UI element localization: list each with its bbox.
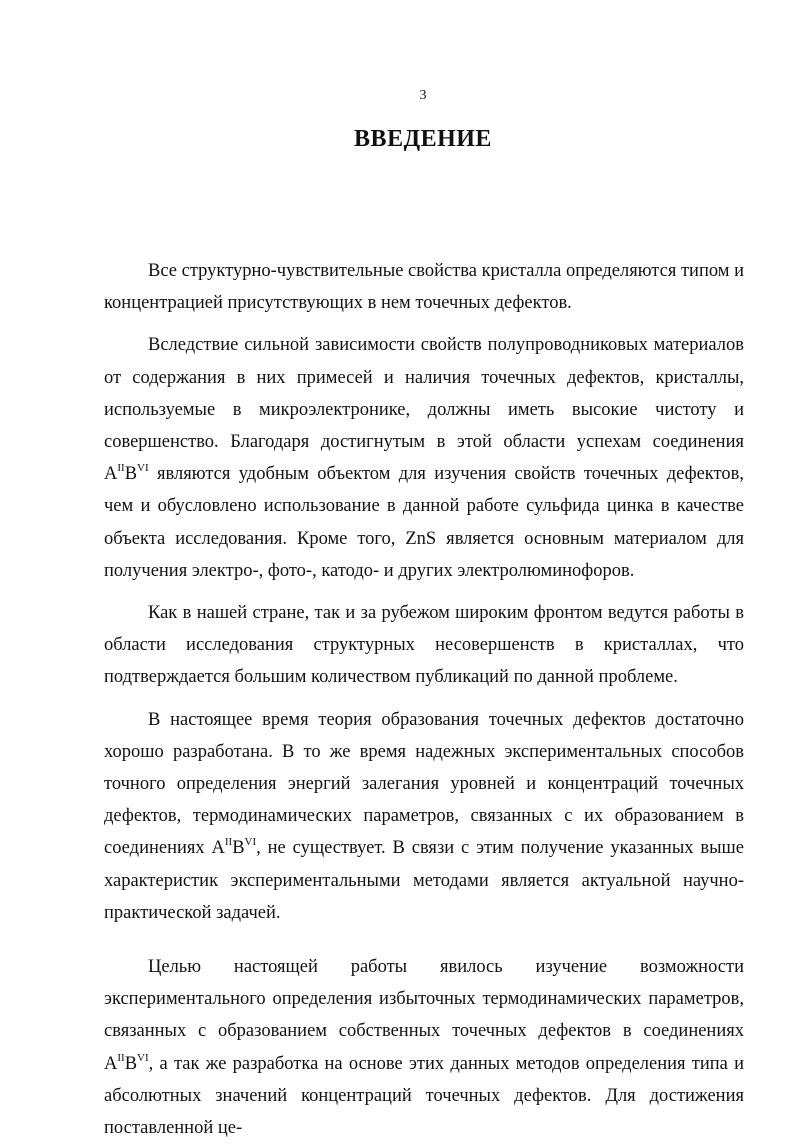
paragraph-2-text-before: Вследствие сильной зависимости свойств полупроводниковых материалов от содержания в них примесей и наличия точечных дефектов, кристаллы, используемые в микроэлектронике, должны иметь высокие чистоту и совершенство. Благодаря достигнутым в этой области успехам соединения bbox=[104, 335, 744, 453]
paragraph-4-text-before: В настоящее время теория образования точечных дефектов достаточно хорошо разработана. В то же время надежных экспериментальных способов точного определения энергий залегания уровней и концентраций точечных дефектов, термодинамических параметров, связанных с их образованием в соединениях bbox=[104, 709, 744, 859]
paragraph-5 bbox=[104, 951, 744, 1144]
body-text bbox=[104, 255, 744, 1144]
paragraph-2-text-after: являются удобным объектом для изучения свойств точечных дефектов, чем и обусловлено использование в данной работе сульфида цинка в качестве объекта исследования. Кроме того, ZnS является основным материалом для получения электро-, фото-, катодо- и других электролюминофоров. bbox=[104, 464, 744, 581]
compound-formula: $A^{II}B^{VI}$ bbox=[104, 1051, 149, 1074]
compound-formula: $A^{II}B^{VI}$ bbox=[211, 836, 257, 859]
paragraph-4-text-after: , не существует. В связи с этим получение указанных выше характеристик экспериментальными методами является актуальной научно-практической задачей. bbox=[104, 838, 744, 923]
compound-formula: $A^{II}B^{VI}$ bbox=[104, 462, 149, 485]
paragraph-5-text-before: Целью настоящей работы явилось изучение возможности экспериментального определения избыточных термодинамических параметров, связанных с образованием собственных точечных дефектов в соединениях bbox=[104, 957, 744, 1042]
paragraph-3: Как в нашей стране, так и за рубежом широким фронтом ведутся работы в области исследования структурных несовершенств в кристаллах, что подтверждается большим количеством публикаций по данной проблеме. bbox=[104, 603, 744, 688]
paragraph-2 bbox=[104, 329, 744, 587]
paragraph-4 bbox=[104, 704, 744, 929]
paragraph-1: Все структурно-чувствительные свойства кристалла определяются типом и концентрацией присутствующих в нем точечных дефектов. bbox=[104, 261, 744, 314]
paragraph-5-text-after: , а так же разработка на основе этих данных методов определения типа и абсолютных значений концентраций точечных дефектов. Для достижения поставленной це- bbox=[104, 1053, 744, 1139]
page-number: 3 bbox=[419, 88, 427, 103]
page-title: ВВЕДЕНИЕ bbox=[354, 126, 492, 152]
